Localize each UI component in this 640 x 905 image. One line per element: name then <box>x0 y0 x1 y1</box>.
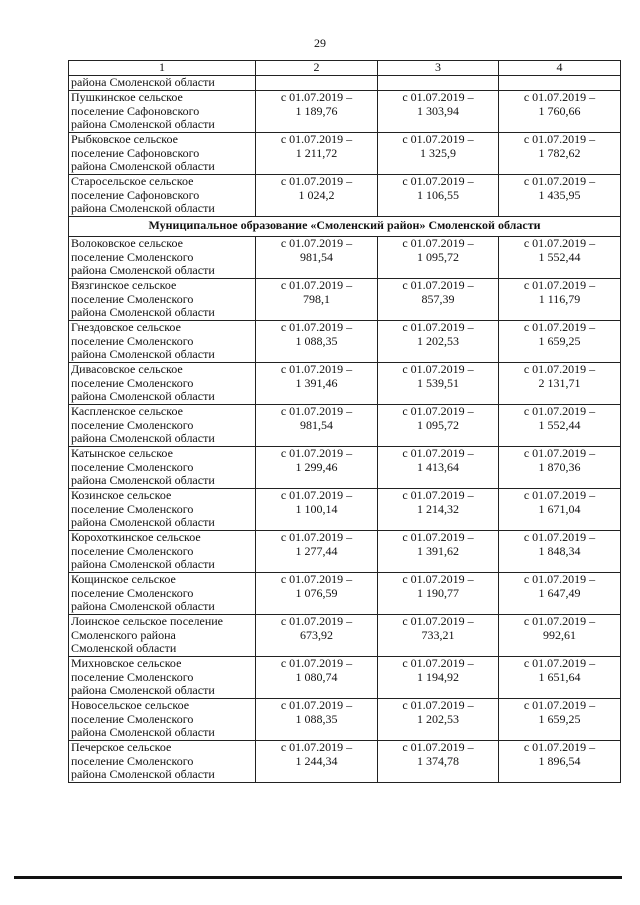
tariff-value-col4: с 01.07.2019 – 1 782,62 <box>499 133 621 175</box>
tariff-value-col3: с 01.07.2019 – 857,39 <box>378 279 499 321</box>
tariff-value-col3: с 01.07.2019 – 1 190,77 <box>378 573 499 615</box>
tariff-value-col3: с 01.07.2019 – 1 413,64 <box>378 447 499 489</box>
tariff-value-col4: с 01.07.2019 – 1 659,25 <box>499 699 621 741</box>
column-header: 1 <box>69 61 256 76</box>
tariff-value-col4: с 01.07.2019 – 1 760,66 <box>499 91 621 133</box>
tariff-value-col3: с 01.07.2019 – 1 106,55 <box>378 175 499 217</box>
tariff-value-col4: с 01.07.2019 – 1 552,44 <box>499 237 621 279</box>
tariff-value-col4: с 01.07.2019 – 1 870,36 <box>499 447 621 489</box>
tariff-value-col4: с 01.07.2019 – 1 651,64 <box>499 657 621 699</box>
table-row <box>69 699 621 741</box>
tariff-value-col2: с 01.07.2019 – 798,1 <box>256 279 378 321</box>
tariff-value-col3: с 01.07.2019 – 1 391,62 <box>378 531 499 573</box>
settlement-name: Лоинское сельское поселение Смоленского района Смоленской области <box>69 615 256 657</box>
settlement-name: Кощинское сельское поселение Смоленского района Смоленской области <box>69 573 256 615</box>
tariff-value-col2: с 01.07.2019 – 1 088,35 <box>256 699 378 741</box>
table-row <box>69 363 621 405</box>
tariff-value-col4: с 01.07.2019 – 2 131,71 <box>499 363 621 405</box>
tariff-value-col3: с 01.07.2019 – 733,21 <box>378 615 499 657</box>
settlement-name: Рыбковское сельское поселение Сафоновского района Смоленской области <box>69 133 256 175</box>
tariff-value-col2: с 01.07.2019 – 1 076,59 <box>256 573 378 615</box>
page-number: 29 <box>314 36 326 50</box>
table-row <box>69 489 621 531</box>
tariff-value-col3: с 01.07.2019 – 1 095,72 <box>378 237 499 279</box>
tariff-value-col2: с 01.07.2019 – 1 189,76 <box>256 91 378 133</box>
tariff-value-col2: с 01.07.2019 – 1 080,74 <box>256 657 378 699</box>
tariff-value-col2: с 01.07.2019 – 1 211,72 <box>256 133 378 175</box>
tariff-value-col2: с 01.07.2019 – 1 100,14 <box>256 489 378 531</box>
tariff-value-col3: с 01.07.2019 – 1 214,32 <box>378 489 499 531</box>
table-row <box>69 321 621 363</box>
bottom-rule <box>14 876 622 879</box>
continuation-row <box>69 76 621 91</box>
settlement-name: Пушкинское сельское поселение Сафоновского района Смоленской области <box>69 91 256 133</box>
table-row <box>69 531 621 573</box>
settlement-name: Катынское сельское поселение Смоленского района Смоленской области <box>69 447 256 489</box>
section-header-row <box>69 217 621 237</box>
column-header: 3 <box>378 61 499 76</box>
settlement-name: Каспленское сельское поселение Смоленского района Смоленской области <box>69 405 256 447</box>
settlement-name: Михновское сельское поселение Смоленского района Смоленской области <box>69 657 256 699</box>
table-row <box>69 657 621 699</box>
tariff-value-col3: с 01.07.2019 – 1 202,53 <box>378 699 499 741</box>
table-row <box>69 615 621 657</box>
settlement-name: Старосельское сельское поселение Сафоновского района Смоленской области <box>69 175 256 217</box>
continuation-cell: района Смоленской области <box>69 76 256 91</box>
table-row <box>69 91 621 133</box>
table-row <box>69 573 621 615</box>
tariff-value-col2: с 01.07.2019 – 673,92 <box>256 615 378 657</box>
tariff-value-col4: с 01.07.2019 – 1 896,54 <box>499 741 621 783</box>
table-row <box>69 175 621 217</box>
settlement-name: Корохоткинское сельское поселение Смоленского района Смоленской области <box>69 531 256 573</box>
tariff-value-col2: с 01.07.2019 – 1 024,2 <box>256 175 378 217</box>
tariff-value-col3: с 01.07.2019 – 1 194,92 <box>378 657 499 699</box>
tariff-value-col3: с 01.07.2019 – 1 303,94 <box>378 91 499 133</box>
tariff-value-col3: с 01.07.2019 – 1 095,72 <box>378 405 499 447</box>
settlement-name: Печерское сельское поселение Смоленского района Смоленской области <box>69 741 256 783</box>
tariff-value-col4: с 01.07.2019 – 992,61 <box>499 615 621 657</box>
tariff-value-col4: с 01.07.2019 – 1 659,25 <box>499 321 621 363</box>
tariff-value-col2: с 01.07.2019 – 981,54 <box>256 405 378 447</box>
tariff-value-col2: с 01.07.2019 – 1 244,34 <box>256 741 378 783</box>
tariff-value-col4: с 01.07.2019 – 1 647,49 <box>499 573 621 615</box>
settlement-name: Козинское сельское поселение Смоленского района Смоленской области <box>69 489 256 531</box>
table-header-row <box>69 61 621 76</box>
settlement-name: Дивасовское сельское поселение Смоленского района Смоленской области <box>69 363 256 405</box>
tariff-value-col2: с 01.07.2019 – 1 088,35 <box>256 321 378 363</box>
column-header: 2 <box>256 61 378 76</box>
tariff-value-col2: с 01.07.2019 – 981,54 <box>256 237 378 279</box>
settlement-name: Волоковское сельское поселение Смоленского района Смоленской области <box>69 237 256 279</box>
settlement-name: Гнездовское сельское поселение Смоленского района Смоленской области <box>69 321 256 363</box>
empty-cell <box>256 76 378 91</box>
tariff-value-col4: с 01.07.2019 – 1 848,34 <box>499 531 621 573</box>
tariff-value-col3: с 01.07.2019 – 1 539,51 <box>378 363 499 405</box>
table-row <box>69 405 621 447</box>
section-title: Муниципальное образование «Смоленский район» Смоленской области <box>69 217 621 237</box>
settlement-name: Новосельское сельское поселение Смоленского района Смоленской области <box>69 699 256 741</box>
tariff-value-col3: с 01.07.2019 – 1 202,53 <box>378 321 499 363</box>
table-row <box>69 237 621 279</box>
tariff-value-col2: с 01.07.2019 – 1 277,44 <box>256 531 378 573</box>
table-row <box>69 741 621 783</box>
tariff-value-col4: с 01.07.2019 – 1 116,79 <box>499 279 621 321</box>
empty-cell <box>499 76 621 91</box>
settlement-name: Вязгинское сельское поселение Смоленского района Смоленской области <box>69 279 256 321</box>
table-row <box>69 279 621 321</box>
tariff-value-col2: с 01.07.2019 – 1 299,46 <box>256 447 378 489</box>
empty-cell <box>378 76 499 91</box>
tariff-value-col4: с 01.07.2019 – 1 552,44 <box>499 405 621 447</box>
tariff-value-col4: с 01.07.2019 – 1 435,95 <box>499 175 621 217</box>
tariff-value-col4: с 01.07.2019 – 1 671,04 <box>499 489 621 531</box>
table-row <box>69 133 621 175</box>
tariff-value-col2: с 01.07.2019 – 1 391,46 <box>256 363 378 405</box>
table-row <box>69 447 621 489</box>
column-header: 4 <box>499 61 621 76</box>
tariff-value-col3: с 01.07.2019 – 1 325,9 <box>378 133 499 175</box>
tariff-table <box>68 60 621 783</box>
tariff-value-col3: с 01.07.2019 – 1 374,78 <box>378 741 499 783</box>
